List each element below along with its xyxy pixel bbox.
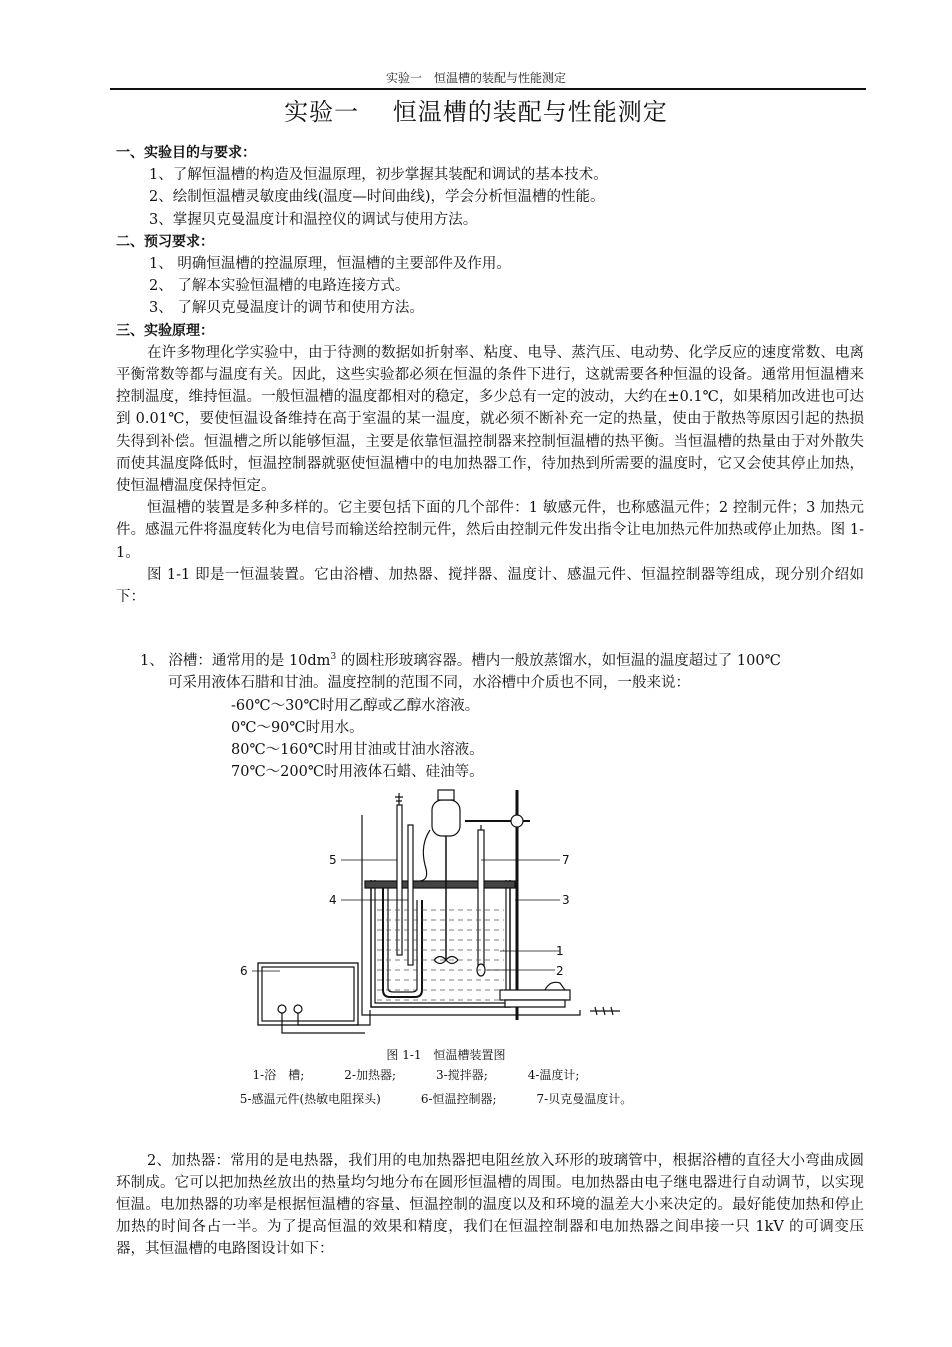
figure-label: 3 xyxy=(562,893,570,907)
figure-label: 1 xyxy=(556,944,564,958)
thermometer xyxy=(408,825,413,965)
figure-legend-row xyxy=(0,1066,892,1083)
principle-paragraph: 恒温槽的装置是多种多样的。它主要包括下面的几个部件：1 敏感元件，也称感温元件；2 控制元件；3 加热元件。感温元件将温度转化为电信号而输送给控制元件，然后由控制元件发出指令让电加热元件加热或停止加热。图 1-1。 xyxy=(116,500,864,561)
heater-paragraph: 2、加热器：常用的是电热器，我们用的电加热器把电阻丝放入环形的玻璃管中，根据浴槽的直径大小弯曲成圆环制成。它可以把加热丝放出的热量均匀地分布在圆形恒温槽的周围。电加热器由电子继电器进行自动调节，以实现恒温。电加热器的功率是根据恒温槽的容量、恒温控制的温度以及和环境的温差大小来决定的。最好能使加热和停止加热的时间各占一半。为了提高恒温的效果和精度，我们在恒温控制器和电加热器之间串接一只 1kV 的可调变压器，其恒温槽的电路图设计如下： xyxy=(116,1152,864,1258)
thermostat-apparatus-diagram xyxy=(225,785,645,1050)
bath-text-a: 1、 浴槽：通常用的是 10dm xyxy=(140,653,331,670)
spacer xyxy=(116,608,864,646)
figure-label: 5 xyxy=(329,853,337,867)
header-rule xyxy=(110,88,866,90)
section-heading-objectives: 一、实验目的与要求： xyxy=(116,145,256,161)
stand-base xyxy=(500,990,570,1000)
figure-label: 7 xyxy=(562,853,570,867)
bath-text-b: 的圆柱形玻璃容器。槽内一般放蒸馏水，如恒温的温度超过了 100℃ xyxy=(336,653,781,670)
legend-entry: 7-贝克曼温度计。 xyxy=(536,1092,633,1106)
heater-section xyxy=(116,1135,864,1275)
preview-item: 2、 了解本实验恒温槽的电路连接方式。 xyxy=(149,278,410,295)
bath-outer-wall xyxy=(371,880,510,1007)
temperature-range: 70℃～200℃时用液体石蜡、硅油等。 xyxy=(231,764,484,781)
figure-label: 6 xyxy=(240,964,248,978)
temperature-range: 80℃～160℃时用甘油或甘油水溶液。 xyxy=(231,741,484,758)
principle-paragraph: 图 1-1 即是一恒温装置。它由浴槽、加热器、搅拌器、温度计、感温元件、恒温控制器等组成，现分别介绍如下： xyxy=(116,566,864,606)
sensor-top xyxy=(395,793,403,805)
bath-superscript: 3 xyxy=(330,652,337,663)
legend-entry: 4-温度计; xyxy=(527,1068,580,1082)
wiring xyxy=(362,815,580,1015)
principle-paragraph: 在许多物理化学实验中，由于待测的数据如折射率、粘度、电导、蒸汽压、电动势、化学反应的速度常数、电离平衡常数等都与温度有关。因此，这些实验都必须在恒温的条件下进行，这就需要各种恒温的设备。通常用恒温槽来控制温度，维持恒温。一般恒温槽的温度都相对的稳定，多少总有一定的波动，大约在±0.1℃，如果稍加改进也可达到 0.01℃，要使恒温设备维持在高于室温的某一温度，就必须不断补充一定的热量，使由于散热等原因引起的热损失得到补偿。恒温槽之所以能够恒温，主要是依靠恒温控制器来控制恒温槽的热平衡。当恒温槽的热量由于对外散失而使其温度降低时，恒温控制器就驱使恒温槽中的电加热器工作，待加热到所需要的温度时，它又会使其停止加热，使恒温槽温度保持恒定。 xyxy=(116,344,864,495)
bath-water xyxy=(377,910,504,1000)
legend-entry: 6-恒温控制器; xyxy=(420,1092,497,1106)
bath-item-continuation: 可采用液体石腊和甘油。温度控制的范围不同，水浴槽中介质也不同，一般来说： xyxy=(168,675,690,692)
section-heading-principle: 三、实验原理： xyxy=(116,322,214,339)
beckmann-thermometer xyxy=(478,830,484,970)
temperature-controller xyxy=(258,963,358,1025)
legend-entry: 5-感温元件(热敏电阻探头) xyxy=(239,1092,381,1106)
objective-item: 2、绘制恒温槽灵敏度曲线(温度—时间曲线)，学会分析恒温槽的性能。 xyxy=(149,189,605,206)
main-content xyxy=(116,142,864,783)
legend-entry: 2-加热器; xyxy=(344,1068,396,1082)
bath-inner-wall xyxy=(375,880,506,1003)
objective-item: 3、掌握贝克曼温度计和温控仪的调试与使用方法。 xyxy=(149,211,478,228)
legend-entry: 1-浴 槽; xyxy=(252,1068,305,1082)
running-header: 实验一 恒温槽的装配与性能测定 xyxy=(385,71,566,85)
objective-item: 1、了解恒温槽的构造及恒温原理，初步掌握其装配和调试的基本技术。 xyxy=(149,167,608,184)
temperature-range: 0℃～90℃时用水。 xyxy=(231,719,364,736)
figure-label: 2 xyxy=(556,964,564,978)
figure-label: 4 xyxy=(329,893,337,907)
bath-item-line xyxy=(116,646,864,672)
preview-item: 3、 了解贝克曼温度计的调节和使用方法。 xyxy=(149,300,424,317)
preview-item: 1、 明确恒温槽的控温原理，恒温槽的主要部件及作用。 xyxy=(149,256,511,273)
sensor-probe xyxy=(397,805,402,955)
figure-caption: 图 1-1 恒温槽装置图 xyxy=(386,1048,506,1062)
page-title: 实验一 恒温槽的装配与性能测定 xyxy=(284,98,668,126)
section-heading-preview: 二、预习要求： xyxy=(116,233,214,250)
stirrer-motor xyxy=(432,800,460,836)
temperature-range: -60℃～30℃时用乙醇或乙醇水溶液。 xyxy=(231,697,480,714)
bath-lid xyxy=(365,881,515,888)
legend-entry: 3-搅拌器; xyxy=(436,1068,488,1082)
figure-legend-row xyxy=(0,1090,912,1107)
